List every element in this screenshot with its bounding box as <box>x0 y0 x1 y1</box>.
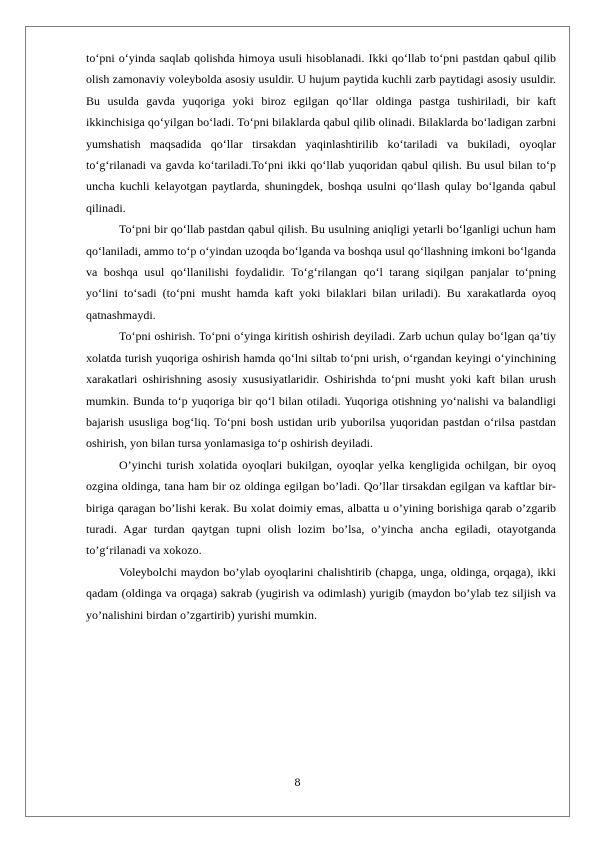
paragraph-5: Voleybolchi maydon bo’ylab oyoqlarini chalishtirib (chapga, unga, oldinga, orqaga), ikki qadam (oldinga va orqaga) sakrab (yugirish va odimlash) yurigib (maydon bo’ylab tez siljish va yo’nalishini birdan o’zgartirib) yurishi mumkin. <box>86 564 556 622</box>
page-number: 8 <box>294 775 301 789</box>
paragraph-2: To‘pni bir qo‘llab pastdan qabul qilish. Bu usulning aniqligi yetarli bo‘lganligi uchun ham qo‘laniladi, ammo to‘p o‘yindan uzoqda bo‘lganda va boshqa usul qo‘llashning imkoni bo‘lganda va boshqa usul qo‘llanilishi foydalidir. To‘g‘rilangan qo‘l tarang siqilgan panjalar to‘pning yo‘lini to‘sadi (to‘pni musht hamda kaft yoki bilaklari bilan uriladi). Bu xarakatlarda oyoq qatnashmaydi. <box>86 222 556 322</box>
paragraph-1: to‘pni o‘yinda saqlab qolishda himoya usuli hisoblanadi. Ikki qo‘llab to‘pni pastdan qabul qilib olish zamonaviy voleybolda asosiy usuldir. U hujum paytida kuchli zarb paytidagi asosiy usuldir. Bu usulda gavda yuqoriga yoki biroz egilgan qo‘llar oldinga pastga tushiriladi, bir kaft ikkinchisiga qo‘yilgan bo‘ladi. To‘pni bilaklarda qabul qilib olinadi. Bilaklarda bo‘ladigan zarbni yumshatish maqsadida qo‘llar tirsakdan yaqinlashtirilib ko‘tariladi va bukiladi, oyoqlar to‘g‘rilanadi va gavda ko‘tariladi.To‘pni ikki qo‘llab yuqoridan qabul qilish. Bu usul bilan to‘p uncha kuchli kelayotgan paytlarda, shuningdek, boshqa usulni qo‘llash qulay bo‘lganda qabul qilinadi. <box>86 51 556 215</box>
paragraph-4: O’yinchi turish xolatida oyoqlari bukilgan, oyoqlar yelka kengligida ochilgan, bir oyoq ozgina oldinga, tana ham bir oz oldinga egilgan bo’ladi. Qo’llar tirsakdan egilgan va kaftlar bir-biriga qaragan bo’lishi kerak. Bu xolat doimiy emas, albatta u o’yining borishiga qarab o’zgarib turadi. Agar turdan qaytgan tupni olish lozim bo’lsa, o’yincha ancha egiladi, otayotganda to’g‘rilanadi va xokozo. <box>86 457 556 558</box>
paragraph-3: To‘pni oshirish. To‘pni o‘yinga kiritish oshirish deyiladi. Zarb uchun qulay bo‘lgan qa’tiy xolatda turish yuqoriga oshirish hamda qo‘lni siltab to‘pni urish, o‘rgandan keyingi o‘yinchining xarakatlari oshirishning asosiy xususiyatlaridir. Oshirishda to‘pni musht yoki kaft bilan urush mumkin. Bunda to‘p yuqoriga bir qo‘l bilan otiladi. Yuqoriga otishning yo‘nalishi va balandligi bajarish ususliga bog‘liq. To‘pni bosh ustidan urib yuborilsa yuqoridan pastdan o‘rilsa pastdan oshirish, yon bilan tursa yonlamasiga to‘p oshirish deyiladi. <box>86 329 556 451</box>
document-body <box>86 48 556 626</box>
